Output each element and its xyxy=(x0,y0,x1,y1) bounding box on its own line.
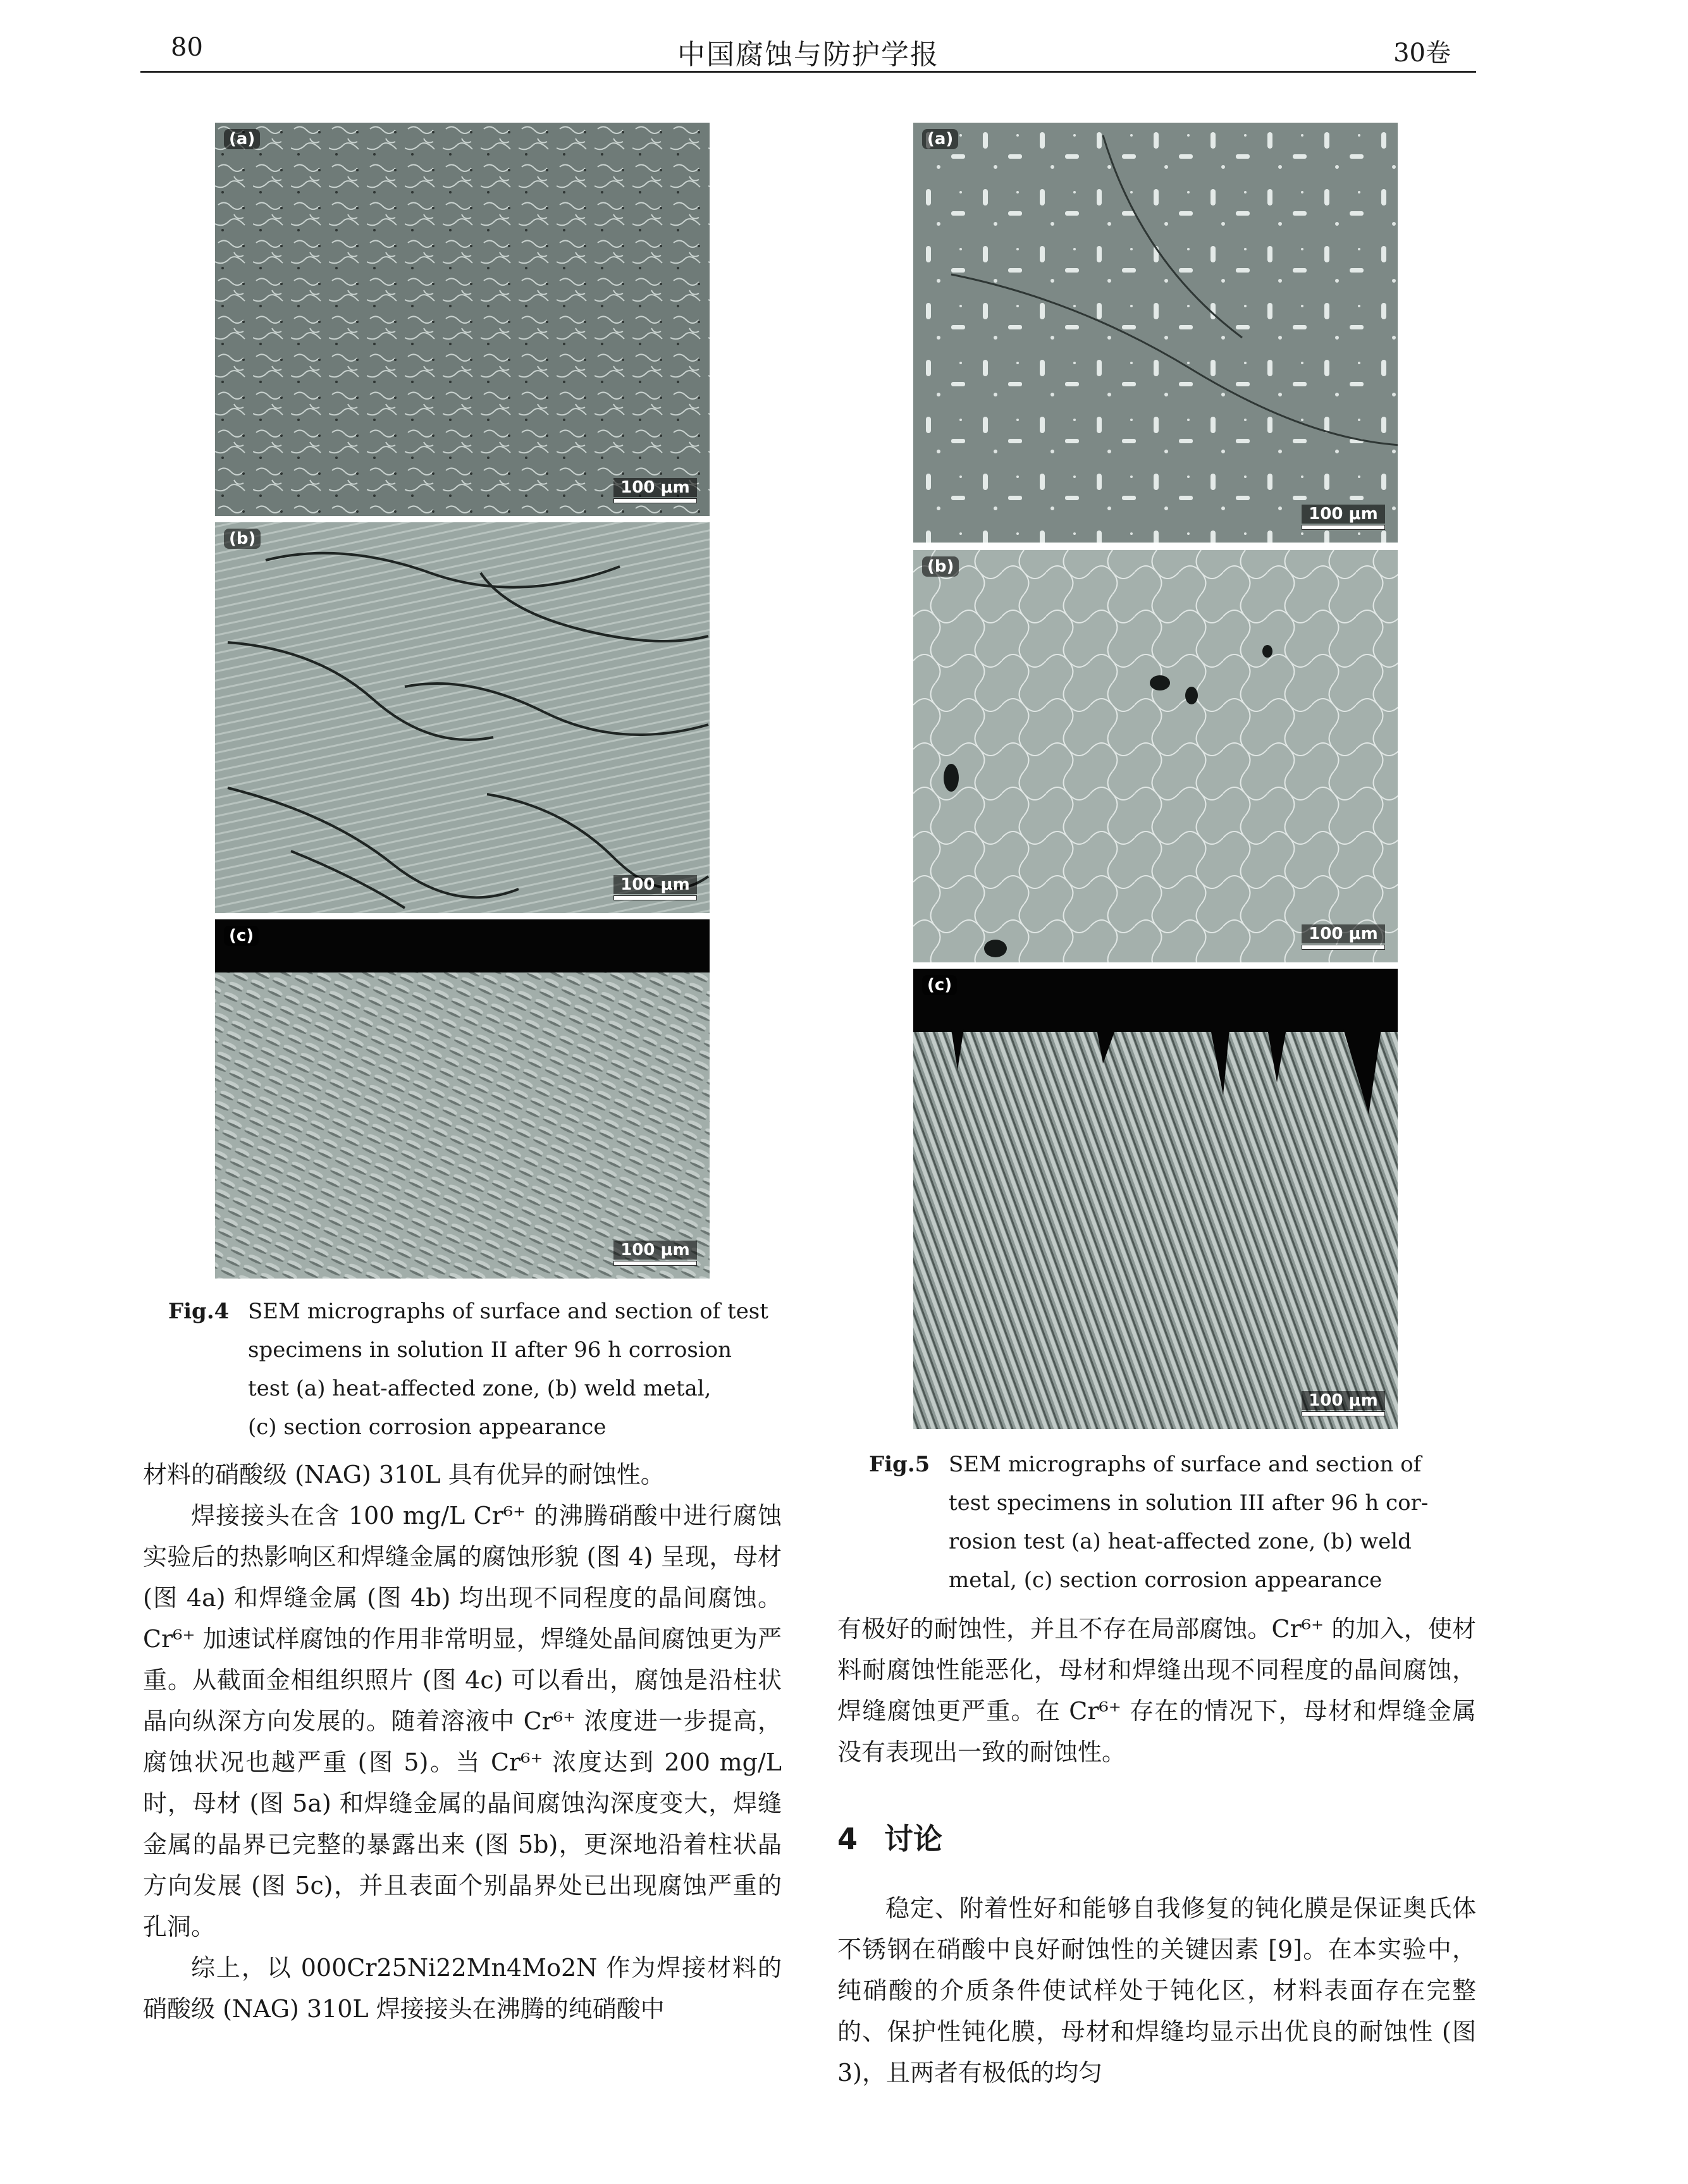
fig5c-scale-bar xyxy=(1302,1391,1385,1416)
page-number: 80 xyxy=(171,33,203,62)
header-rule xyxy=(140,71,1476,73)
volume-label: 30卷 xyxy=(1393,39,1451,68)
fig5a-scale-line xyxy=(1302,525,1385,530)
fig4c-scale-text: 100 μm xyxy=(613,1241,697,1260)
fig4a-scale-bar xyxy=(613,478,697,503)
fig5-panel-b xyxy=(913,550,1398,962)
fig5a-label: (a) xyxy=(922,129,958,149)
fig4c-scale-line xyxy=(613,1261,697,1266)
journal-title: 中国腐蚀与防护学报 xyxy=(677,39,939,71)
fig4-caption-label: Fig.4 xyxy=(168,1299,230,1324)
fig5c-micrograph xyxy=(913,969,1398,1429)
fig4a-label: (a) xyxy=(224,129,260,149)
right-paragraph-1: 有极好的耐蚀性，并且不存在局部腐蚀。Cr⁶⁺ 的加入，使材料耐腐蚀性能恶化，母材和焊缝出现不同程度的晶间腐蚀，焊缝腐蚀更严重。在 Cr⁶⁺ 存在的情况下，母材和焊缝金属没有表现出一致的耐蚀性。 xyxy=(837,1615,1476,1766)
left-paragraph-2: 焊接接头在含 100 mg/L Cr⁶⁺ 的沸腾硝酸中进行腐蚀实验后的热影响区和焊缝金属的腐蚀形貌 (图 4) 呈现，母材 (图 4a) 和焊缝金属 (图 4b) 均出现不同程度的晶间腐蚀。Cr⁶⁺ 加速试样腐蚀的作用非常明显，焊缝处晶间腐蚀更为严重。从截面金相组织照片 (图 4c) 可以看出，腐蚀是沿柱状晶向纵深方向发展的。随着溶液中 Cr⁶⁺ 浓度进一步提高，腐蚀状况也越严重 (图 5)。当 Cr⁶⁺ 浓度达到 200 mg/L 时，母材 (图 5a) 和焊缝金属的晶间腐蚀沟深度变大，焊缝金属的晶界已完整的暴露出来 (图 5b)，更深地沿着柱状晶方向发展 (图 5c)，并且表面个别晶界处已出现腐蚀严重的孔洞。 xyxy=(143,1502,782,1941)
fig4-caption-line-4: (c) section corrosion appearance xyxy=(248,1414,607,1440)
fig4b-label: (b) xyxy=(224,529,261,549)
fig4c-label: (c) xyxy=(224,926,259,946)
fig5-caption-line-1: SEM micrographs of surface and section of xyxy=(949,1452,1422,1477)
fig5b-micrograph xyxy=(913,550,1398,962)
fig5-caption-line-3: rosion test (a) heat-affected zone, (b) weld xyxy=(949,1529,1412,1554)
fig4-caption-line-1: SEM micrographs of surface and section of test xyxy=(248,1299,768,1324)
right-paragraph-2: 稳定、附着性好和能够自我修复的钝化膜是保证奥氏体不锈钢在硝酸中良好耐蚀性的关键因素 [9]。在本实验中，纯硝酸的介质条件使试样处于钝化区，材料表面存在完整的、保护性钝化膜，母材和焊缝均显示出优良的耐蚀性 (图 3)，且两者有极低的均匀 xyxy=(837,1894,1476,2087)
fig5c-label: (c) xyxy=(922,975,957,995)
fig4b-micrograph xyxy=(215,522,710,913)
fig5a-scale-text: 100 μm xyxy=(1302,505,1385,524)
fig5b-scale-line xyxy=(1302,945,1385,950)
fig5-caption-line-4: metal, (c) section corrosion appearance xyxy=(949,1567,1383,1593)
fig4-caption-line-3: test (a) heat-affected zone, (b) weld metal, xyxy=(248,1376,712,1401)
fig5-panel-c xyxy=(913,969,1398,1429)
fig4-panel-c xyxy=(215,919,710,1279)
right-column-text-top xyxy=(837,1609,1476,1773)
fig5c-scale-line xyxy=(1302,1411,1385,1416)
fig4c-scale-bar xyxy=(613,1241,697,1266)
left-paragraph-3: 综上，以 000Cr25Ni22Mn4Mo2N 作为焊接材料的硝酸级 (NAG) 310L 焊接接头在沸腾的纯硝酸中 xyxy=(143,1954,782,2023)
fig5-caption-label: Fig.5 xyxy=(869,1452,930,1477)
fig4-caption-line-2: specimens in solution II after 96 h corrosion xyxy=(248,1337,732,1363)
fig4-caption xyxy=(168,1292,769,1451)
fig4b-scale-line xyxy=(613,895,697,900)
section-heading xyxy=(837,1816,942,1858)
fig4a-scale-line xyxy=(613,498,697,503)
section-title: 讨论 xyxy=(884,1822,943,1856)
fig5b-scale-bar xyxy=(1302,924,1385,950)
fig5c-scale-text: 100 μm xyxy=(1302,1391,1385,1410)
fig4a-scale-text: 100 μm xyxy=(613,478,697,497)
fig4c-micrograph xyxy=(215,919,710,1279)
fig5a-micrograph xyxy=(913,123,1398,543)
fig4-panel-b xyxy=(215,522,710,913)
fig5-caption-line-2: test specimens in solution III after 96 h cor- xyxy=(949,1490,1429,1516)
fig5b-label: (b) xyxy=(922,556,959,577)
fig4b-scale-bar xyxy=(613,875,697,900)
fig5a-scale-bar xyxy=(1302,505,1385,530)
fig4b-scale-text: 100 μm xyxy=(613,875,697,894)
fig5-caption xyxy=(869,1445,1451,1604)
right-column-text-bottom xyxy=(837,1888,1476,2094)
fig4-panel-a xyxy=(215,123,710,516)
left-column-text xyxy=(143,1454,782,2030)
fig5b-scale-text: 100 μm xyxy=(1302,924,1385,943)
running-header xyxy=(140,28,1476,72)
fig5-panel-a xyxy=(913,123,1398,543)
section-number: 4 xyxy=(837,1822,858,1856)
fig4a-micrograph xyxy=(215,123,710,516)
left-paragraph-1: 材料的硝酸级 (NAG) 310L 具有优异的耐蚀性。 xyxy=(143,1461,665,1488)
